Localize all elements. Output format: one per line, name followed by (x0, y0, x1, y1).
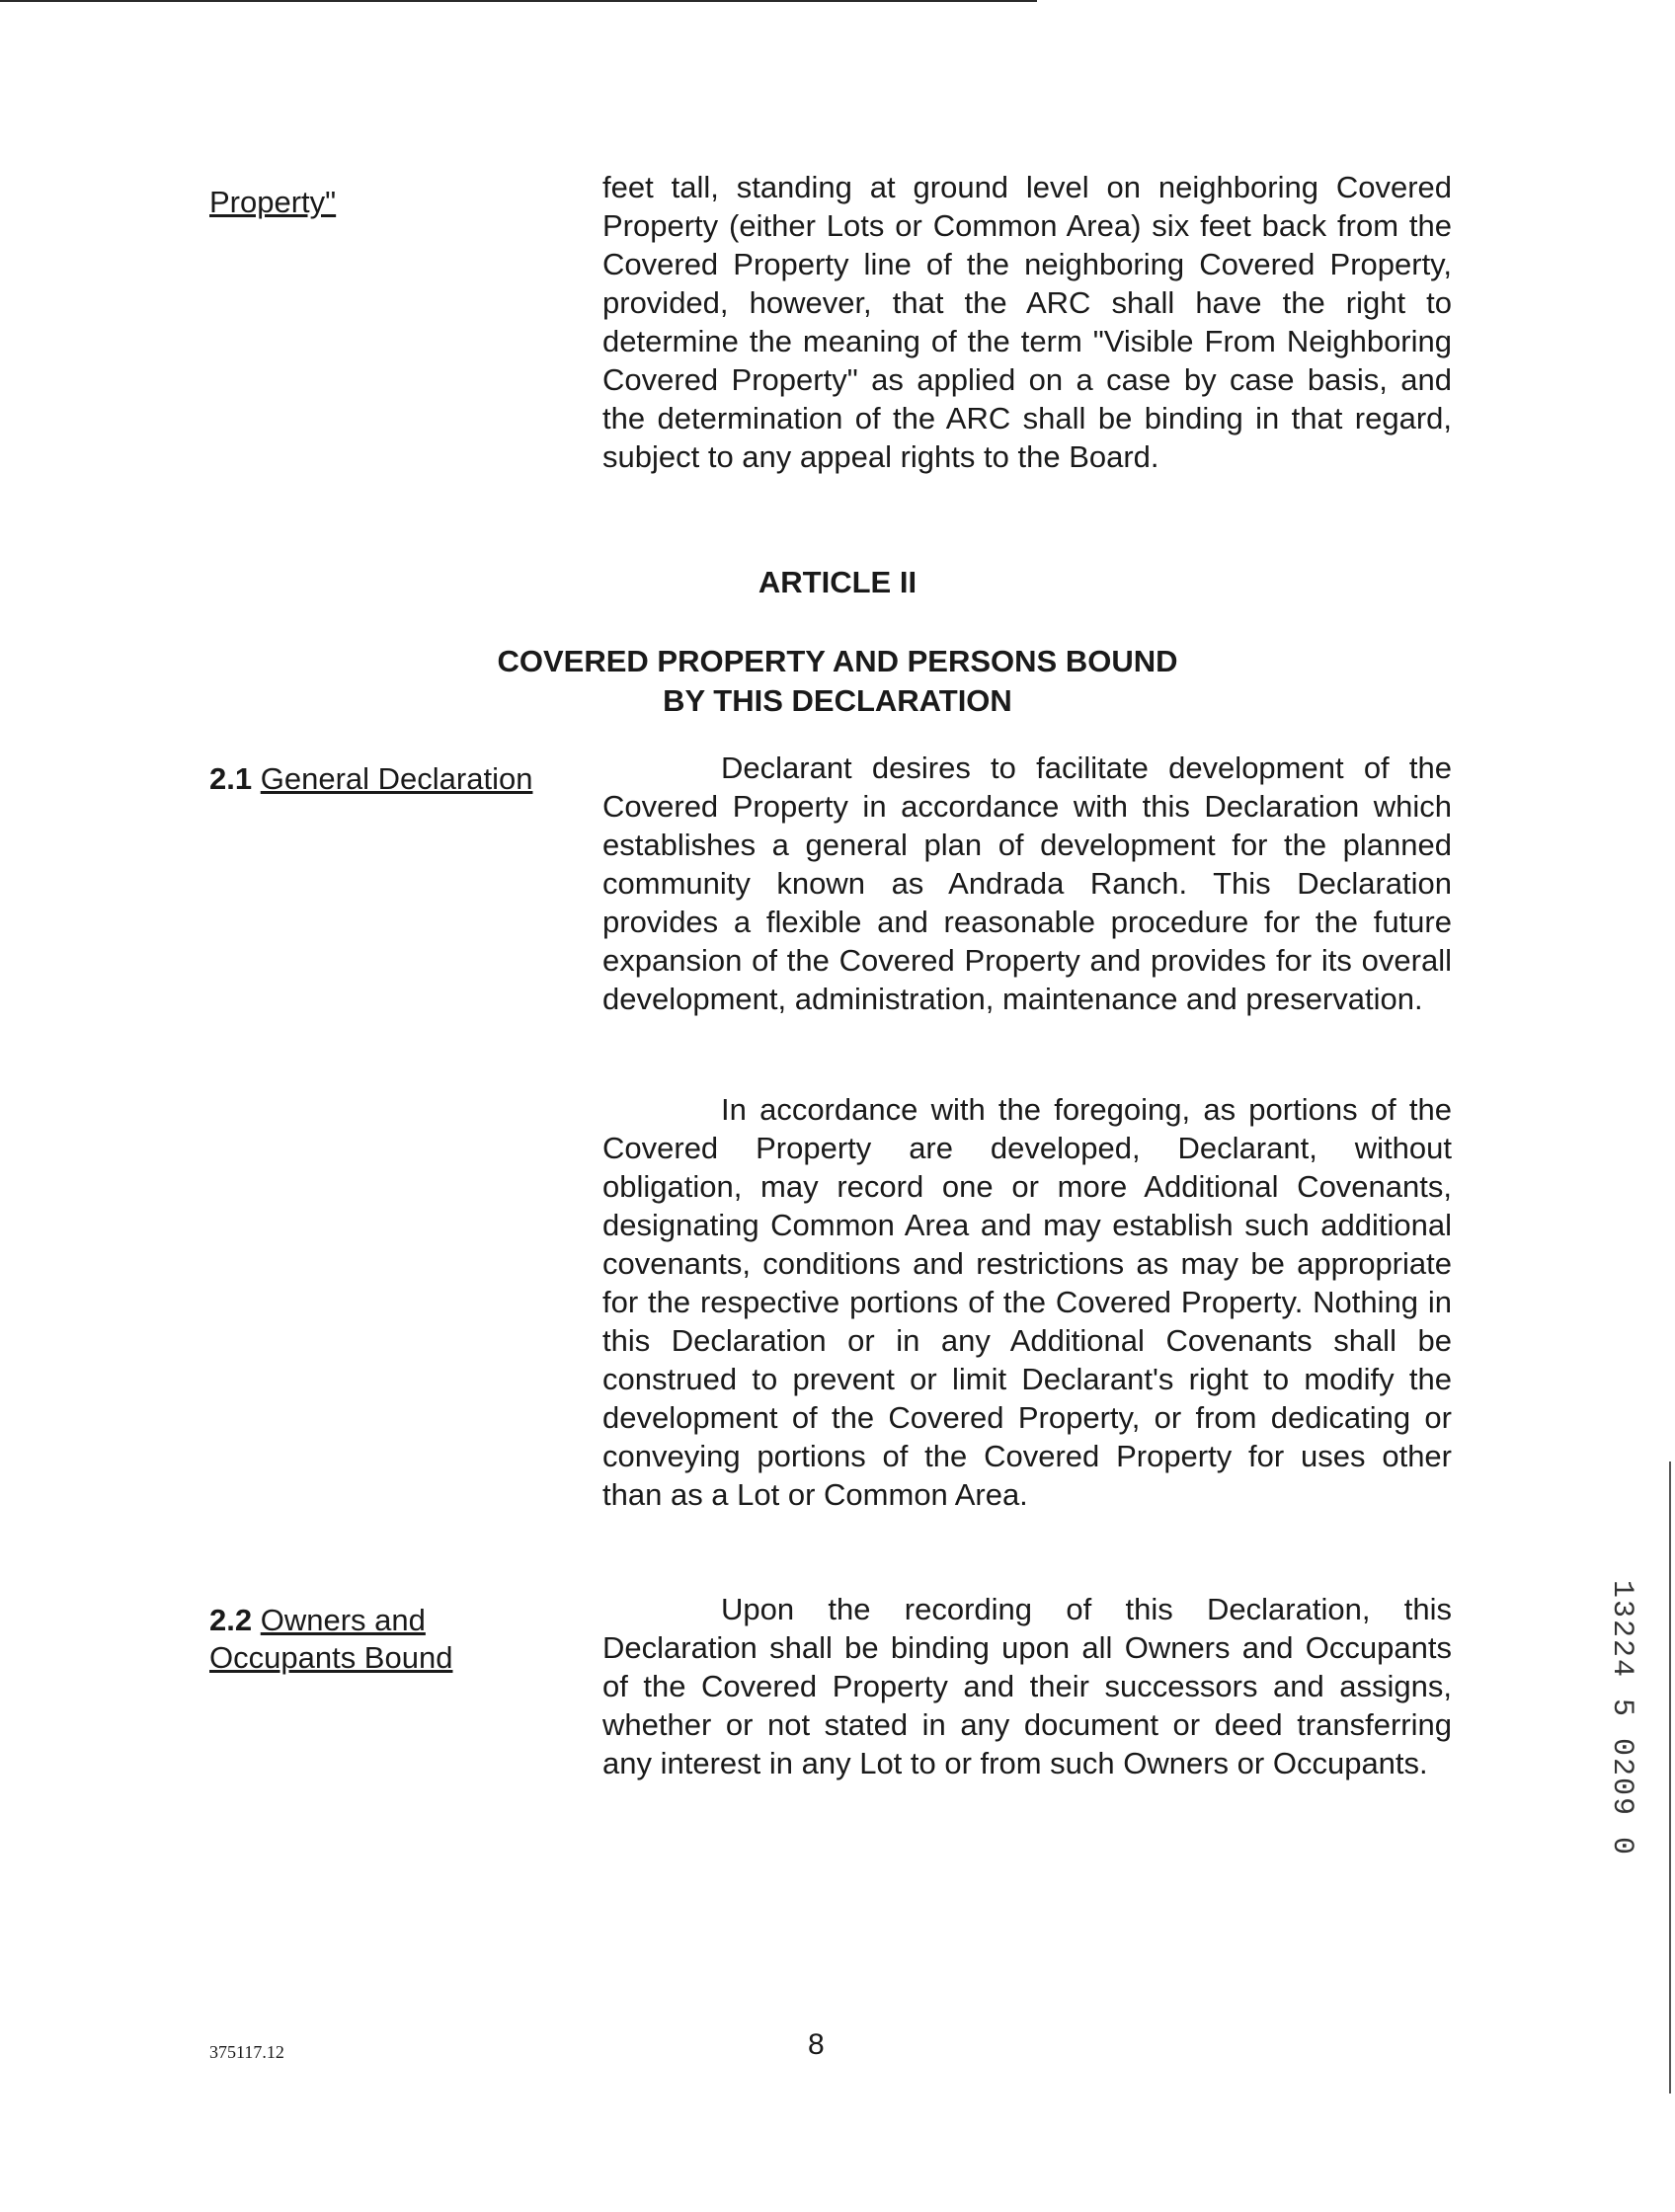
section-number: 2.2 (209, 1603, 253, 1637)
section-2-1-paragraph-1: Declarant desires to facilitate development of the Covered Property in accordance with this Declaration which establishes a general plan of development for the planned community known as Andrada Ranch. This Declaration provides a flexible and reasonable procedure for the future expansion of the Covered Property and provides for its overall development, administration, maintenance and preservation. (602, 750, 1452, 1016)
section-number: 2.1 (209, 761, 253, 796)
section-2-2-heading (209, 1602, 585, 1677)
section-title: General Declaration (260, 761, 533, 796)
article-title-line-1: COVERED PROPERTY AND PERSONS BOUND (497, 644, 1178, 678)
article-title (0, 642, 1675, 721)
article-number: ARTICLE II (758, 565, 917, 599)
section-title-line-2: Occupants Bound (209, 1640, 453, 1675)
document-id: 375117.12 (209, 2042, 284, 2062)
page-number: 8 (808, 2028, 825, 2061)
recording-number-stamp: 13224 5 0209 0 (1605, 1580, 1638, 1857)
section-title-line-1: Owners and (260, 1603, 426, 1637)
section-2-2-paragraph-1: Upon the recording of this Declaration, this Declaration shall be binding upon all Owners and Occupants of the Covered Property and their successors and assigns, whether or not stated in any document or deed transferring any interest in any Lot to or from such Owners or Occupants. (602, 1592, 1452, 1780)
section-2-1-heading (209, 760, 585, 798)
section-2-1-paragraph-2: In accordance with the foregoing, as portions of the Covered Property are developed, Declarant, without obligation, may record one or more Additional Covenants, designating Common Area and may establish such additional covenants, conditions and restrictions as may be appropriate for the respective portions of the Covered Property. Nothing in this Declaration or in any Additional Covenants shall be construed to prevent or limit Declarant's right to modify the development of the Covered Property, or from dedicating or conveying portions of the Covered Property for uses other than as a Lot or Common Area. (602, 1092, 1452, 1512)
article-title-line-2: BY THIS DECLARATION (663, 683, 1012, 718)
continued-definition-text: feet tall, standing at ground level on neighboring Covered Property (either Lots or Common Area) six feet back from the Covered Property line of the neighboring Covered Property, provided, however, that the ARC shall have the right to determine the meaning of the term "Visible From Neighboring Covered Property" as applied on a case by case basis, and the determination of the ARC shall be binding in that regard, subject to any appeal rights to the Board. (602, 170, 1452, 474)
continued-term-text: Property" (209, 185, 337, 219)
continued-term-label (209, 184, 585, 221)
